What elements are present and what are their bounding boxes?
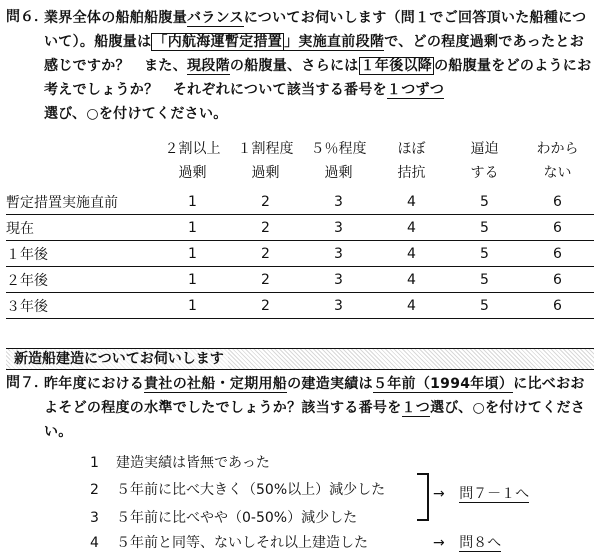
- table-row: [6, 215, 594, 241]
- choice-4[interactable]: 4: [375, 215, 448, 241]
- question-6-number: 問６．: [6, 9, 48, 25]
- option-text: ５年前に比べやや（0-50%）減少した: [116, 510, 358, 526]
- option-number: 1: [90, 455, 99, 471]
- choice-5[interactable]: 5: [448, 267, 521, 293]
- choice-2[interactable]: 2: [229, 189, 302, 215]
- q7-text-part: に比べおおよそどの程度の水準でしたでしょうか？該当する番号を: [44, 376, 585, 416]
- goto-q8: [433, 531, 501, 555]
- q6-boxed-year: １年後以降: [360, 58, 433, 74]
- question-7-number: 問７．: [6, 375, 48, 391]
- row-label: 現在: [6, 215, 156, 241]
- options-bracket: [417, 473, 429, 521]
- table-row: [6, 241, 594, 267]
- q6-underlined-current: 現段階: [187, 58, 230, 74]
- option-2[interactable]: [90, 478, 385, 502]
- choice-2[interactable]: 2: [229, 267, 302, 293]
- choice-4[interactable]: 4: [375, 267, 448, 293]
- table-row: [6, 293, 594, 319]
- col-header: ２割以上 過剰: [164, 141, 221, 181]
- col-header: １割程度 過剰: [237, 141, 294, 181]
- choice-4[interactable]: 4: [375, 293, 448, 319]
- q7-underlined-period: ５年前（1994年頃）: [372, 376, 514, 392]
- option-text: ５年前に比べ大きく（50%以上）減少した: [116, 482, 386, 498]
- q7-text-part: 昨年度における: [44, 376, 145, 392]
- option-text: ５年前と同等、ないしそれ以上建造した: [116, 535, 368, 551]
- q6-text-part: の船腹量、さらには: [229, 58, 359, 74]
- choice-5[interactable]: 5: [448, 189, 521, 215]
- choice-4[interactable]: 4: [375, 241, 448, 267]
- choice-2[interactable]: 2: [229, 215, 302, 241]
- choice-3[interactable]: 3: [302, 189, 375, 215]
- option-number: 3: [90, 510, 99, 526]
- q7-text-part: の建造実績は: [287, 376, 373, 392]
- q6-underlined-term: 」実施直前段階: [284, 34, 385, 50]
- table-row: [6, 189, 594, 215]
- choice-1[interactable]: 1: [156, 215, 229, 241]
- choice-3[interactable]: 3: [302, 293, 375, 319]
- choice-3[interactable]: 3: [302, 267, 375, 293]
- q6-underlined-balance: バランス: [187, 10, 244, 26]
- section-header-band: [6, 348, 594, 370]
- goto-q8-label: 問８へ: [459, 535, 502, 551]
- choice-1[interactable]: 1: [156, 293, 229, 319]
- option-number: 2: [90, 482, 99, 498]
- table-row: [6, 267, 594, 293]
- row-label: ３年後: [6, 293, 156, 319]
- choice-6[interactable]: 6: [521, 241, 594, 267]
- q6-underlined-each: １つずつ: [386, 82, 445, 98]
- arrow-icon: →: [433, 486, 445, 502]
- choice-5[interactable]: 5: [448, 241, 521, 267]
- col-header: 逼迫 する: [470, 141, 499, 181]
- q6-text-part: 選び、○を付けてください。: [44, 106, 228, 122]
- table-corner: [6, 137, 156, 189]
- row-label: ２年後: [6, 267, 156, 293]
- choice-1[interactable]: 1: [156, 241, 229, 267]
- q7-underlined-one: １つ: [401, 400, 431, 416]
- arrow-icon: →: [433, 535, 445, 551]
- q6-text-part: についてお伺いします（問１でご回答頂いた船種について）。船腹量は: [44, 10, 587, 50]
- q7-underlined-ships: 貴社の社船・定期用船: [144, 376, 288, 392]
- table-header-row: [6, 137, 594, 189]
- choice-2[interactable]: 2: [229, 241, 302, 267]
- goto-q7-1-label: 問７－１へ: [459, 486, 530, 502]
- option-1[interactable]: [90, 451, 270, 475]
- question-6-text: [44, 6, 594, 126]
- q6-text-part: 業界全体の船舶船腹量: [44, 10, 187, 26]
- choice-6[interactable]: 6: [521, 189, 594, 215]
- goto-q7-1: [433, 482, 529, 506]
- option-number: 4: [90, 535, 99, 551]
- choice-3[interactable]: 3: [302, 241, 375, 267]
- option-4[interactable]: [90, 531, 368, 555]
- section-title: 新造船建造についてお伺いします: [10, 349, 228, 369]
- q7-text-part: 選び、○を付けてください。: [44, 400, 586, 440]
- choice-1[interactable]: 1: [156, 267, 229, 293]
- choice-6[interactable]: 6: [521, 293, 594, 319]
- question-6: [6, 6, 594, 126]
- q6-text-part: の船腹量をどのようにお考えでしょうか？ それぞれについて該当する番号を: [44, 58, 592, 98]
- choice-6[interactable]: 6: [521, 215, 594, 241]
- choice-3[interactable]: 3: [302, 215, 375, 241]
- row-label: 暫定措置実施直前: [6, 189, 156, 215]
- q6-boxed-term: 「内航海運暫定措置: [153, 34, 283, 50]
- col-header: ５％程度 過剰: [310, 141, 367, 181]
- choice-6[interactable]: 6: [521, 267, 594, 293]
- choice-5[interactable]: 5: [448, 293, 521, 319]
- question-7-text: [44, 372, 594, 444]
- col-header: ほぼ 拮抗: [397, 141, 426, 181]
- choice-4[interactable]: 4: [375, 189, 448, 215]
- capacity-table: [6, 137, 594, 319]
- row-label: １年後: [6, 241, 156, 267]
- option-3[interactable]: [90, 506, 357, 530]
- option-text: 建造実績は皆無であった: [116, 455, 270, 471]
- question-7: [6, 372, 594, 444]
- choice-2[interactable]: 2: [229, 293, 302, 319]
- q6-text-part: で、どの程度過剰であったとお感じですか？ また、: [44, 34, 584, 74]
- choice-5[interactable]: 5: [448, 215, 521, 241]
- col-header: わから ない: [536, 141, 579, 181]
- choice-1[interactable]: 1: [156, 189, 229, 215]
